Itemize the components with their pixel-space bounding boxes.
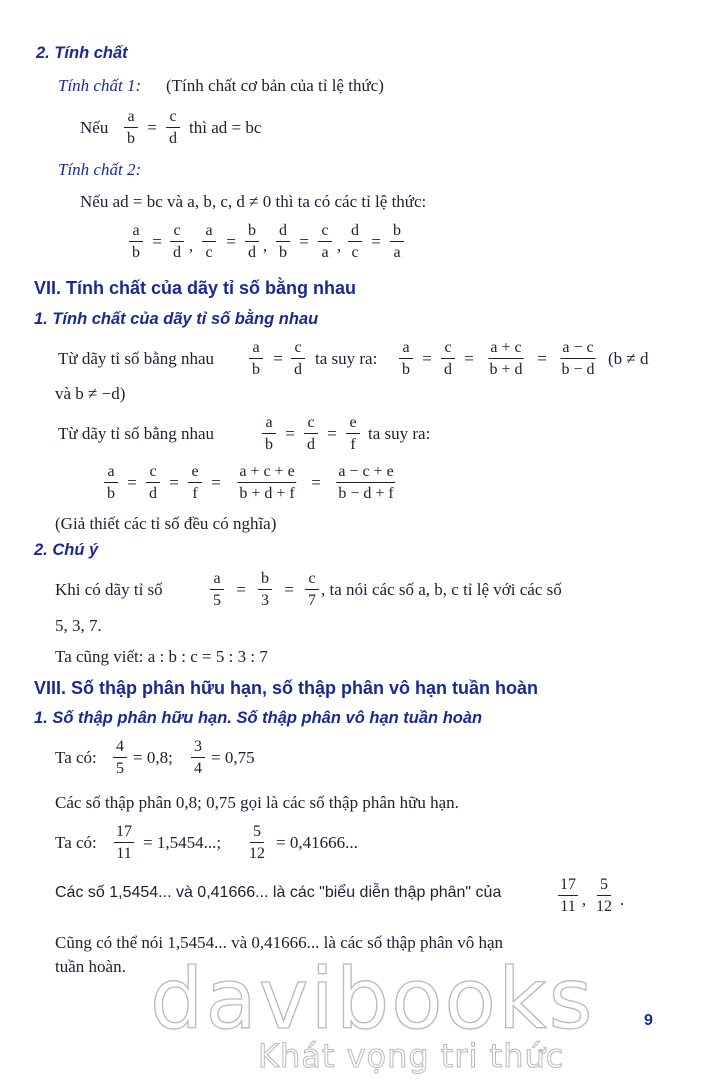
property-1-then: thì ad = bc [189,118,262,137]
value-text: = 1,5454...; [143,833,222,852]
equals-sign: = [464,349,474,368]
watermark-tagline: Khát vọng tri thức [258,1037,565,1075]
fraction: $\frac{e}{f}$ [346,413,360,454]
page-number: 9 [644,1012,653,1029]
fraction: $\frac{c}{d}$ [146,462,160,503]
fraction: $\frac{a}{b}$ [399,338,413,379]
repeating-decimal-line-1: Cũng có thể nói 1,5454... và 0,41666... là các số thập phân vô hạn [55,933,504,952]
fraction: $\frac{a}{b}$ [129,221,143,262]
fraction: $\frac{a - c + e}{b - d + f}$ [338,463,394,502]
equals-sign: = [537,349,547,368]
equals-sign: = [327,424,337,443]
equals-sign: = [422,349,432,368]
fraction: $\frac{d}{b}$ [276,221,290,262]
comma: , [188,236,194,255]
ta-co-label: Ta có: [55,748,97,767]
property-2-label: Tính chất 2: [58,160,142,179]
section-title-tinh-chat: 2. Tính chất [36,44,128,62]
period: . [619,890,625,909]
value-text: = 0,41666... [276,833,358,852]
comma: , [581,890,587,909]
subsection-title-vii-1: 1. Tính chất của dãy tỉ số bằng nhau [34,310,319,328]
watermark-logo: davibooks [150,950,595,1048]
fraction: $\frac{c}{7}$ [305,569,319,610]
fraction: $\frac{c}{d}$ [166,107,180,148]
vii-p2-text-a: Từ dãy tỉ số bằng nhau [58,424,215,443]
equals-sign: = [226,232,236,251]
section-title-viii: VIII. Số thập phân hữu hạn, số thập phân vô hạn tuần hoàn [34,678,539,698]
property-1-label: Tính chất 1: [58,76,142,95]
equals-sign: = [236,580,246,599]
fraction: $\frac{a - c}{b - d}$ [561,339,595,378]
fraction: $\frac{a}{5}$ [210,569,224,610]
equals-sign: = [284,580,294,599]
decimal-representation-line: Các số 1,5454... và 0,41666... là các "biểu diễn thập phân" của [55,884,502,901]
value-text: = 0,8; [133,748,173,767]
fraction: $\frac{17}{11}$ [560,876,576,915]
fraction: $\frac{5}{12}$ [596,876,612,915]
fraction: $\frac{a + c}{b + d}$ [489,339,523,378]
section-title-vii: VII. Tính chất của dãy tỉ số bằng nhau [34,278,357,298]
property-1-if: Nếu [80,118,109,137]
subsection-title-viii-1: 1. Số thập phân hữu hạn. Số thập phân vô hạn tuần hoàn [34,709,483,727]
fraction: $\frac{4}{5}$ [113,737,127,778]
vii-note: (Giả thiết các tỉ số đều có nghĩa) [55,514,277,533]
note-text-b: , ta nói các số a, b, c tỉ lệ với các số [321,580,562,599]
note-text-a: Khi có dãy tỉ số [55,580,163,599]
repeating-decimal-line-2: tuần hoàn. [55,957,126,976]
fraction: $\frac{c}{a}$ [318,221,332,262]
equals-sign: = [285,424,295,443]
property-1-desc: (Tính chất cơ bản của tỉ lệ thức) [166,76,384,95]
note-text-d: Ta cũng viết: a : b : c = 5 : 3 : 7 [55,647,268,666]
equals-sign: = [152,232,162,251]
fraction: $\frac{b}{d}$ [245,221,259,262]
equals-sign: = [169,473,179,492]
fraction: $\frac{a}{b}$ [249,338,263,379]
fraction: $\frac{c}{d}$ [304,413,318,454]
equals-sign: = [299,232,309,251]
note-text-c: 5, 3, 7. [55,616,102,635]
vii-p2-text-b: ta suy ra: [368,424,431,443]
value-text: = 0,75 [211,748,255,767]
equals-sign: = [371,232,381,251]
vii-p1-text-c: (b ≠ d [608,349,649,368]
fraction: $\frac{d}{c}$ [348,221,362,262]
ta-co-label: Ta có: [55,833,97,852]
fraction: $\frac{c}{d}$ [291,338,305,379]
vii-p1-text-b: ta suy ra: [315,349,378,368]
equals-sign: = [273,349,283,368]
vii-p1-text-d: và b ≠ −d) [55,384,126,403]
fraction: $\frac{a}{c}$ [202,221,216,262]
equals-sign: = [147,118,157,137]
subsection-title-vii-2: 2. Chú ý [34,541,99,559]
fraction: $\frac{a}{b}$ [262,413,276,454]
fraction: $\frac{5}{12}$ [249,823,265,862]
equals-sign: = [311,473,321,492]
property-2-text: Nếu ad = bc và a, b, c, d ≠ 0 thì ta có các tỉ lệ thức: [80,192,427,211]
finite-decimal-line: Các số thập phân 0,8; 0,75 gọi là các số thập phân hữu hạn. [55,793,459,812]
comma: , [262,236,268,255]
fraction: $\frac{3}{4}$ [191,737,205,778]
comma: , [336,236,342,255]
vii-p1-text-a: Từ dãy tỉ số bằng nhau [58,349,215,368]
fraction: $\frac{b}{a}$ [390,221,404,262]
equals-sign: = [211,473,221,492]
fraction: $\frac{17}{11}$ [116,823,132,862]
equals-sign: = [127,473,137,492]
fraction: $\frac{a}{b}$ [104,462,118,503]
fraction: $\frac{c}{d}$ [441,338,455,379]
fraction: $\frac{a}{b}$ [124,107,138,148]
fraction: $\frac{e}{f}$ [188,462,202,503]
fraction: $\frac{c}{d}$ [170,221,184,262]
fraction: $\frac{a + c + e}{b + d + f}$ [239,463,295,502]
fraction: $\frac{b}{3}$ [258,569,272,610]
